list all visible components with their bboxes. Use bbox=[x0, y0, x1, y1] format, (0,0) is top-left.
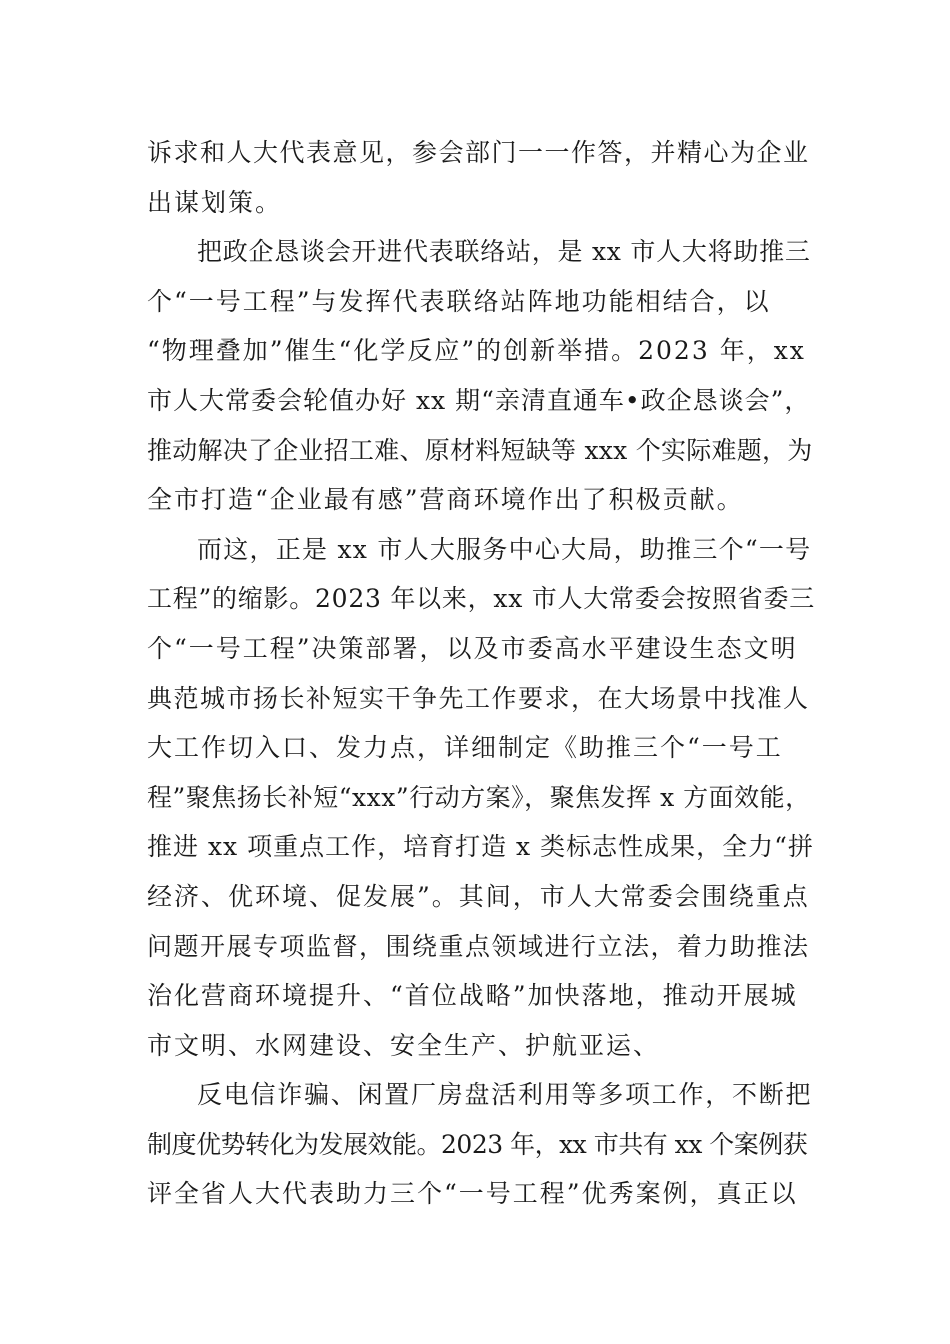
text-line: 个“一号工程”与发挥代表联络站阵地功能相结合，以 bbox=[147, 286, 771, 316]
text-line: 经济、优环境、促发展”。其间，市人大常委会围绕重点 bbox=[147, 881, 810, 911]
text-line: 反电信诈骗、闲置厂房盘活利用等多项工作，不断把 bbox=[197, 1080, 813, 1110]
text-line: “物理叠加”催生“化学反应”的创新举措。2023 年，xx bbox=[147, 336, 806, 366]
paragraph-3 bbox=[147, 525, 815, 1071]
text-line: 制度优势转化为发展效能。2023 年，xx 市共有 xx 个案例获 bbox=[147, 1129, 808, 1159]
text-line: 程”聚焦扬长补短“xxx”行动方案》，聚焦发挥 x 方面效能， bbox=[147, 782, 811, 812]
document-body bbox=[147, 128, 815, 1219]
paragraph-4 bbox=[147, 1070, 815, 1219]
text-line: 全市打造“企业最有感”营商环境作出了积极贡献。 bbox=[147, 485, 744, 515]
text-line: 评全省人大代表助力三个“一号工程”优秀案例，真正以 bbox=[147, 1179, 798, 1209]
text-line: 个“一号工程”决策部署，以及市委高水平建设生态文明 bbox=[147, 633, 798, 663]
text-line: 工程”的缩影。2023 年以来，xx 市人大常委会按照省委三 bbox=[147, 584, 815, 614]
text-line: 市人大常委会轮值办好 xx 期“亲清直通车•政企恳谈会”， bbox=[147, 385, 811, 415]
text-line: 把政企恳谈会开进代表联络站，是 xx 市人大将助推三 bbox=[197, 237, 811, 267]
paragraph-2 bbox=[147, 227, 815, 525]
text-line: 诉求和人大代表意见，参会部门一一作答，并精心为企业 bbox=[147, 138, 810, 167]
text-line: 而这，正是 xx 市人大服务中心大局，助推三个“一号 bbox=[197, 534, 812, 564]
text-line: 治化营商环境提升、“首位战略”加快落地，推动开展城 bbox=[147, 981, 798, 1011]
text-line: 问题开展专项监督，围绕重点领域进行立法，着力助推法 bbox=[147, 931, 810, 961]
text-line: 大工作切入口、发力点，详细制定《助推三个“一号工 bbox=[147, 733, 783, 763]
text-line: 出谋划策。 bbox=[147, 187, 283, 217]
text-line: 市文明、水网建设、安全生产、护航亚运、 bbox=[147, 1030, 661, 1060]
text-line: 典范城市扬长补短实干争先工作要求，在大场景中找准人 bbox=[147, 683, 810, 713]
text-line: 推进 xx 项重点工作，培育打造 x 类标志性成果，全力“拼 bbox=[147, 832, 814, 862]
paragraph-1 bbox=[147, 128, 815, 227]
text-line: 推动解决了企业招工难、原材料短缺等 xxx 个实际难题，为 bbox=[147, 435, 813, 465]
